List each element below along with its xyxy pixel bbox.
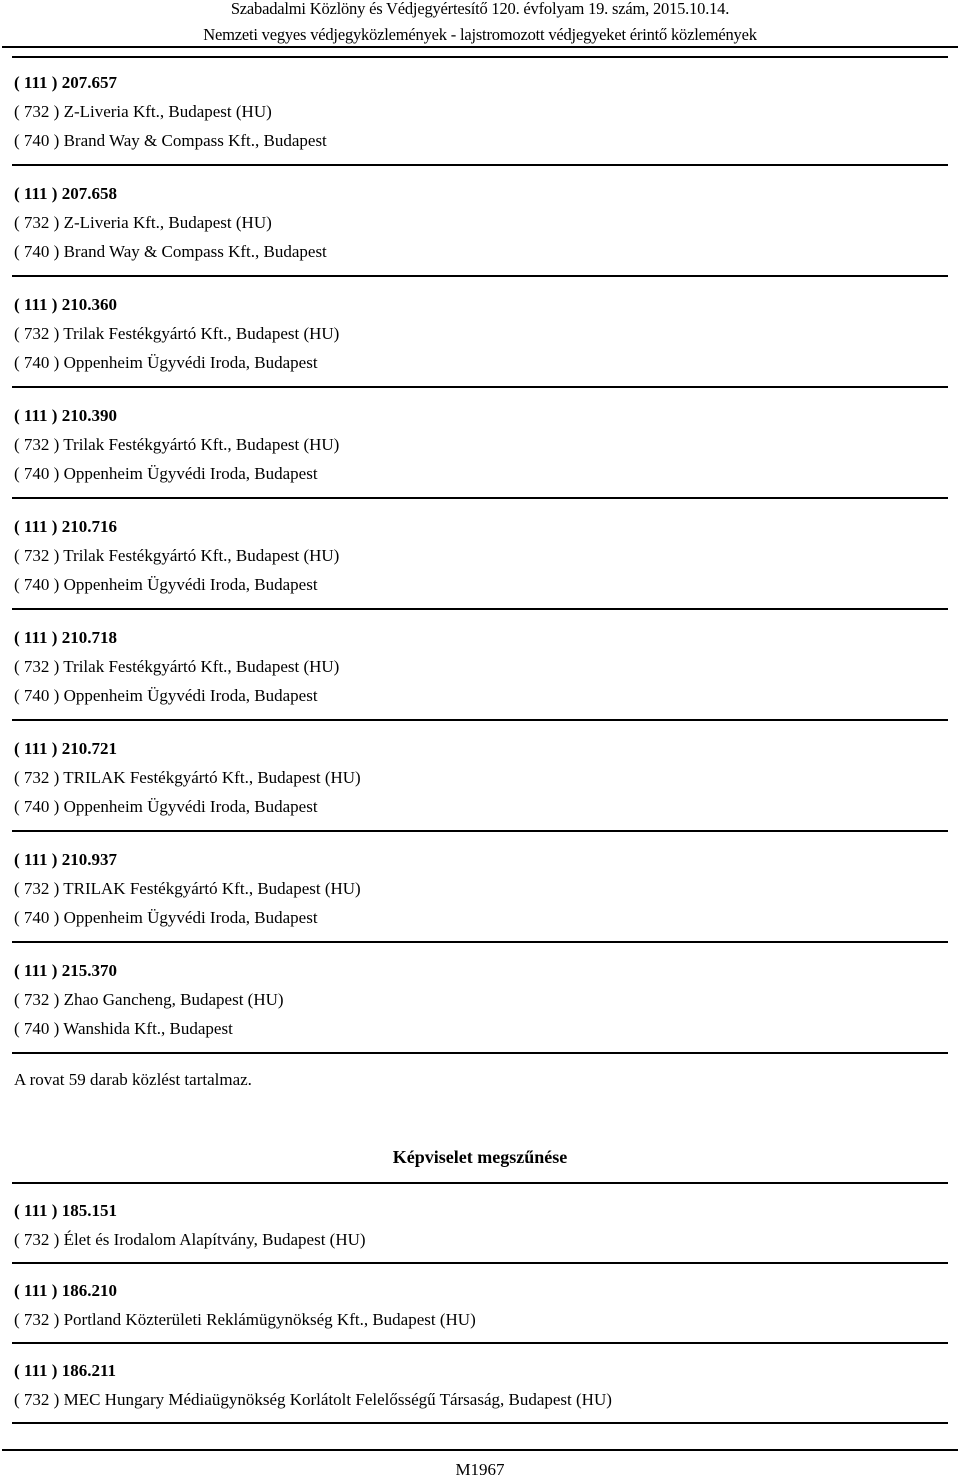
section-note: A rovat 59 darab közlést tartalmaz. xyxy=(14,1070,252,1089)
representative: ( 740 ) Oppenheim Ügyvédi Iroda, Budapest xyxy=(14,797,318,816)
representative: ( 740 ) Wanshida Kft., Budapest xyxy=(14,1019,233,1038)
representative: ( 740 ) Oppenheim Ügyvédi Iroda, Budapest xyxy=(14,575,318,594)
registration-number: ( 111 ) 186.210 xyxy=(14,1281,117,1300)
entry-block xyxy=(12,277,948,388)
registration-number: ( 111 ) 210.716 xyxy=(14,517,117,536)
page-code: M1967 xyxy=(455,1460,505,1479)
registration-number: ( 111 ) 207.657 xyxy=(14,73,117,92)
registration-number: ( 111 ) 210.718 xyxy=(14,628,117,647)
entry-block xyxy=(12,721,948,832)
representative: ( 740 ) Oppenheim Ügyvédi Iroda, Budapest xyxy=(14,353,318,372)
header-section: Nemzeti vegyes védjegyközlemények - lajstromozott védjegyeket érintő közlemények xyxy=(203,25,757,44)
holder: ( 732 ) TRILAK Festékgyártó Kft., Budapest (HU) xyxy=(14,879,361,898)
holder: ( 732 ) Trilak Festékgyártó Kft., Budapest (HU) xyxy=(14,546,340,565)
holder: ( 732 ) Z-Liveria Kft., Budapest (HU) xyxy=(14,102,272,121)
representative: ( 740 ) Oppenheim Ügyvédi Iroda, Budapest xyxy=(14,908,318,927)
entry-block xyxy=(12,1264,948,1344)
holder: ( 732 ) Portland Közterületi Reklámügynökség Kft., Budapest (HU) xyxy=(14,1310,476,1329)
footer-rule xyxy=(2,1449,958,1451)
header-rule xyxy=(2,46,958,48)
holder: ( 732 ) Trilak Festékgyártó Kft., Budapest (HU) xyxy=(14,657,340,676)
holder: ( 732 ) Z-Liveria Kft., Budapest (HU) xyxy=(14,213,272,232)
section-heading: Képviselet megszűnése xyxy=(12,1106,948,1184)
entry-list xyxy=(12,57,948,1424)
registration-number: ( 111 ) 215.370 xyxy=(14,961,117,980)
representative: ( 740 ) Brand Way & Compass Kft., Budapest xyxy=(14,242,327,261)
registration-number: ( 111 ) 210.390 xyxy=(14,406,117,425)
entry-block xyxy=(12,1344,948,1424)
holder: ( 732 ) Trilak Festékgyártó Kft., Budapest (HU) xyxy=(14,435,340,454)
entry-block xyxy=(12,166,948,277)
holder: ( 732 ) MEC Hungary Médiaügynökség Korlátolt Felelősségű Társaság, Budapest (HU) xyxy=(14,1390,612,1409)
representative: ( 740 ) Oppenheim Ügyvédi Iroda, Budapest xyxy=(14,464,318,483)
representative: ( 740 ) Oppenheim Ügyvédi Iroda, Budapest xyxy=(14,686,318,705)
entry-block xyxy=(12,832,948,943)
registration-number: ( 111 ) 210.360 xyxy=(14,295,117,314)
holder: ( 732 ) Trilak Festékgyártó Kft., Budapest (HU) xyxy=(14,324,340,343)
entry-block xyxy=(12,943,948,1054)
registration-number: ( 111 ) 210.721 xyxy=(14,739,117,758)
holder: ( 732 ) Zhao Gancheng, Budapest (HU) xyxy=(14,990,284,1009)
holder: ( 732 ) TRILAK Festékgyártó Kft., Budapest (HU) xyxy=(14,768,361,787)
registration-number: ( 111 ) 186.211 xyxy=(14,1361,117,1380)
registration-number: ( 111 ) 210.937 xyxy=(14,850,117,869)
entry-block xyxy=(12,388,948,499)
entry-block xyxy=(12,57,948,166)
registration-number: ( 111 ) 207.658 xyxy=(14,184,117,203)
entry-block xyxy=(12,499,948,610)
entry-block xyxy=(12,610,948,721)
representative: ( 740 ) Brand Way & Compass Kft., Budapest xyxy=(14,131,327,150)
holder: ( 732 ) Élet és Irodalom Alapítvány, Budapest (HU) xyxy=(14,1230,366,1249)
header-publication: Szabadalmi Közlöny és Védjegyértesítő 120. évfolyam 19. szám, 2015.10.14. xyxy=(230,0,730,18)
entry-block xyxy=(12,1184,948,1264)
registration-number: ( 111 ) 185.151 xyxy=(14,1201,117,1220)
